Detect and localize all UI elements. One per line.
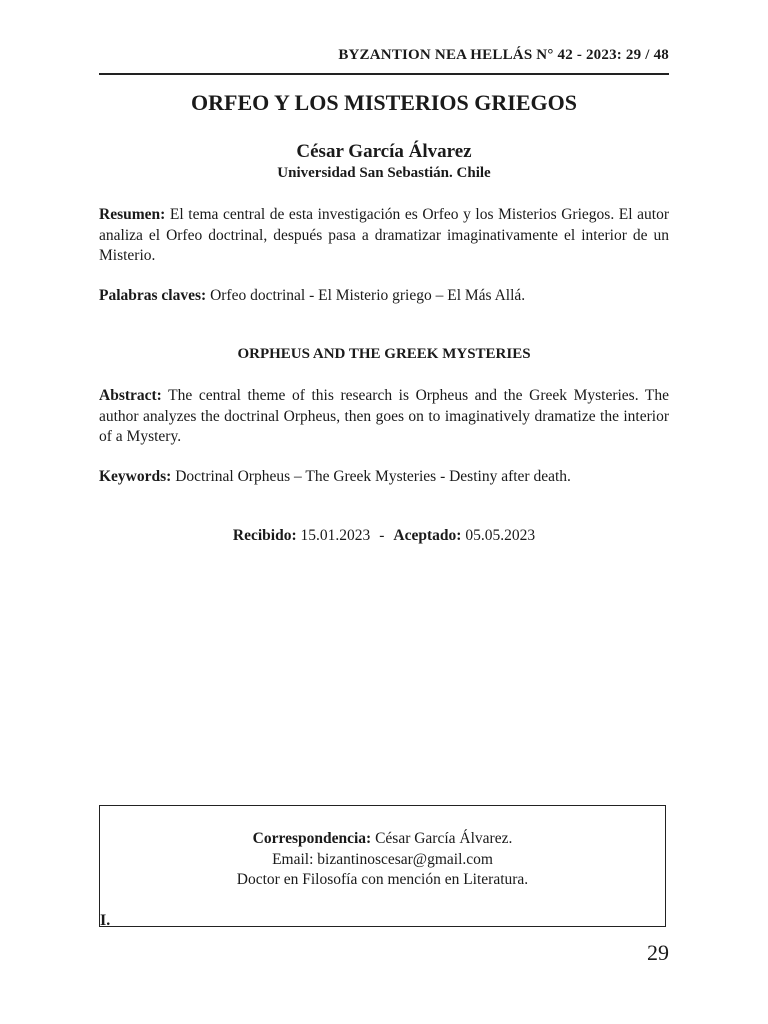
abstract-paragraph bbox=[99, 386, 669, 448]
header-rule bbox=[99, 73, 669, 75]
accepted-label: Aceptado: bbox=[393, 527, 462, 544]
page-number: 29 bbox=[647, 940, 669, 965]
resumen-label: Resumen: bbox=[99, 206, 166, 223]
article-author: César García Álvarez bbox=[296, 141, 472, 162]
accepted-date: 05.05.2023 bbox=[461, 527, 536, 544]
correspondence-name: César García Álvarez. bbox=[371, 830, 513, 847]
received-date: 15.01.2023 bbox=[296, 527, 371, 544]
keywords-text: Doctrinal Orpheus – The Greek Mysteries - Destiny after death. bbox=[171, 468, 571, 485]
submission-dates bbox=[99, 527, 669, 545]
keywords-paragraph bbox=[99, 467, 669, 488]
section-marker: I. bbox=[100, 912, 111, 929]
abstract-text: The central theme of this research is Orpheus and the Greek Mysteries. The author analyzes the doctrinal Orpheus, then goes on to imaginatively dramatize the interior of a Mystery. bbox=[99, 387, 669, 445]
running-header: BYZANTION NEA HELLÁS N° 42 - 2023: 29 / 48 bbox=[338, 47, 669, 63]
palabras-claves-text: Orfeo doctrinal - El Misterio griego – El Más Allá. bbox=[206, 287, 526, 304]
resumen-paragraph bbox=[99, 205, 669, 267]
correspondence-line bbox=[100, 829, 665, 850]
palabras-claves-label: Palabras claves: bbox=[99, 287, 207, 304]
document-page bbox=[99, 0, 669, 1024]
resumen-text: El tema central de esta investigación es Orfeo y los Misterios Griegos. El autor analiza el Orfeo doctrinal, después pasa a dramatizar imaginativamente el interior de un Misterio. bbox=[99, 206, 669, 264]
correspondence-content bbox=[100, 829, 665, 891]
correspondence-degree: Doctor en Filosofía con mención en Literatura. bbox=[236, 871, 529, 888]
english-title: ORPHEUS AND THE GREEK MYSTERIES bbox=[237, 346, 531, 362]
received-label: Recibido: bbox=[232, 527, 297, 544]
author-affiliation: Universidad San Sebastián. Chile bbox=[277, 165, 491, 181]
dates-separator: - bbox=[379, 527, 385, 544]
correspondence-label: Correspondencia: bbox=[252, 830, 372, 847]
palabras-claves-paragraph bbox=[99, 286, 669, 307]
abstract-label: Abstract: bbox=[99, 387, 162, 404]
article-title: ORFEO Y LOS MISTERIOS GRIEGOS bbox=[191, 90, 577, 115]
keywords-label: Keywords: bbox=[99, 468, 172, 485]
correspondence-email: Email: bizantinoscesar@gmail.com bbox=[272, 850, 493, 868]
correspondence-box bbox=[99, 805, 666, 927]
